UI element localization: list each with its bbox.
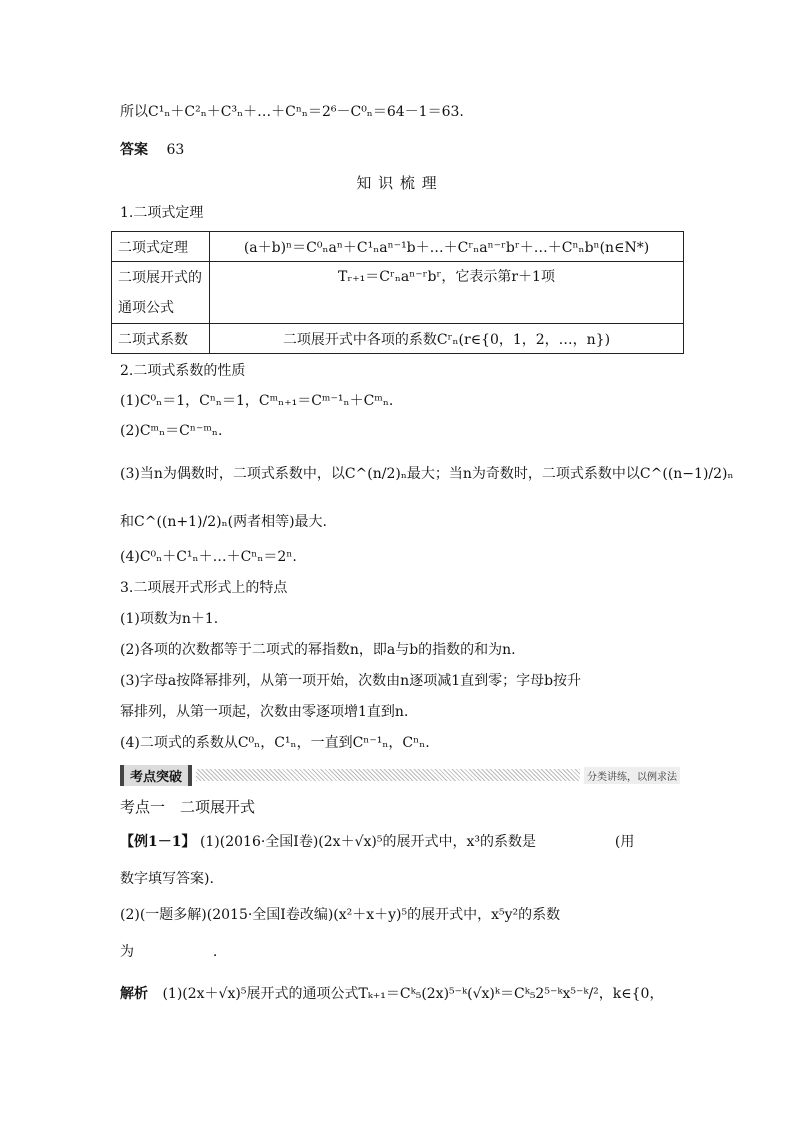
example-q2-end: . [212, 944, 218, 960]
s2-p4: (4)C⁰ₙ＋C¹ₙ＋…＋Cⁿₙ＝2ⁿ. [120, 549, 297, 565]
s2-p3b: 和C^((n+1)/2)ₙ(两者相等)最大. [120, 514, 327, 530]
table-key: 二项展开式的通项公式 [112, 262, 210, 324]
s2-p3a: (3)当n为偶数时，二项式系数中，以C^(n/2)ₙ最大；当n为奇数时，二项式系数中以C^((n−1)/2)ₙ [120, 466, 734, 482]
example-q1b: 数字填写答案). [120, 871, 214, 887]
solution-line: 所以C¹ₙ＋C²ₙ＋C³ₙ＋…＋Cⁿₙ＝2⁶－C⁰ₙ＝64－1＝63. [120, 104, 464, 120]
s3-p1: (1)项数为n＋1. [120, 611, 219, 627]
solution-line2 [120, 984, 663, 1004]
s3-p2: (2)各项的次数都等于二项式的幂指数n，即a与b的指数的和为n. [120, 642, 516, 658]
answer-label: 答案 [120, 142, 148, 158]
table-row [112, 262, 684, 324]
table-value: (a＋b)ⁿ＝C⁰ₙaⁿ＋C¹ₙaⁿ⁻¹b＋…＋Cʳₙaⁿ⁻ʳbʳ＋…＋Cⁿₙbⁿ(n∈N*) [210, 232, 684, 262]
banner-slogan: 分类讲练，以例求法 [584, 767, 680, 784]
table-row [112, 232, 684, 262]
example-q1a: (1)(2016·全国Ⅰ卷)(2x＋√x)⁵的展开式中，x³的系数是 [199, 834, 536, 850]
banner-title: 考点突破 [120, 765, 192, 786]
answer-line [120, 140, 184, 160]
s1-heading: 1.二项式定理 [120, 205, 204, 221]
example-q2b: 为 [120, 944, 134, 960]
section-banner [120, 766, 680, 784]
s2-heading: 2.二项式系数的性质 [120, 363, 246, 379]
table-key: 二项式定理 [112, 232, 210, 262]
table-value: Tᵣ₊₁＝Cʳₙaⁿ⁻ʳbʳ，它表示第r＋1项 [210, 262, 684, 324]
section-title: 知 识 梳 理 [356, 174, 438, 192]
s3-p4: (4)二项式的系数从C⁰ₙ，C¹ₙ，一直到Cⁿ⁻¹ₙ，Cⁿₙ. [120, 735, 430, 751]
example-q1-suffix: (用 [614, 834, 635, 850]
binomial-table [111, 231, 684, 354]
example-q2b-line [120, 942, 217, 962]
banner-pattern [196, 769, 580, 781]
kp1-heading: 考点一 二项展开式 [120, 798, 256, 816]
s2-p2: (2)Cᵐₙ＝Cⁿ⁻ᵐₙ. [120, 423, 223, 439]
s3-p3a: (3)字母a按降幂排列，从第一项开始，次数由n逐项减1直到零；字母b按升 [120, 673, 582, 689]
table-value: 二项展开式中各项的系数Cʳₙ(r∈{0，1，2，…，n}) [210, 324, 684, 354]
table-row [112, 324, 684, 354]
example-q2a: (2)(一题多解)(2015·全国Ⅰ卷改编)(x²＋x＋y)⁵的展开式中，x⁵y²的系数 [120, 907, 561, 923]
s2-p1: (1)C⁰ₙ＝1，Cⁿₙ＝1，Cᵐₙ₊₁＝Cᵐ⁻¹ₙ＋Cᵐₙ. [120, 393, 394, 409]
answer-value: 63 [166, 142, 185, 158]
solution-label: 解析 [120, 986, 148, 1002]
table-key: 二项式系数 [112, 324, 210, 354]
s3-heading: 3.二项展开式形式上的特点 [120, 580, 288, 596]
example-label: 【例1－1】 [120, 834, 196, 850]
example-line1 [120, 832, 634, 852]
s3-p3b: 幂排列，从第一项起，次数由零逐项增1直到n. [120, 704, 409, 720]
solution-text: (1)(2x＋√x)⁵展开式的通项公式Tₖ₊₁＝Cᵏ₅(2x)⁵⁻ᵏ(√x)ᵏ＝Cᵏ₅2⁵⁻ᵏx⁵⁻ᵏ/²，k∈{0， [162, 986, 664, 1002]
